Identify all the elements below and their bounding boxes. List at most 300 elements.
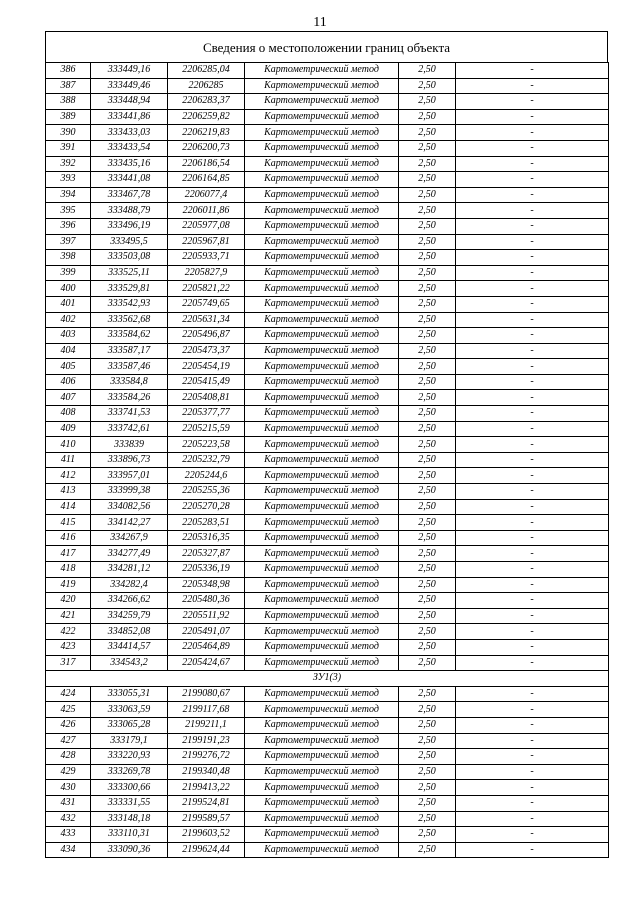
point-number-cell: 401 (46, 296, 91, 312)
description-cell: - (456, 156, 609, 172)
coord-x-cell: 333525,11 (91, 265, 168, 281)
coord-x-cell: 333110,31 (91, 827, 168, 843)
table-row (46, 842, 609, 858)
table-row (46, 218, 609, 234)
point-number-cell: 428 (46, 749, 91, 765)
coord-y-cell: 2199624,44 (168, 842, 245, 858)
point-number-cell: 387 (46, 78, 91, 94)
method-cell: Картометрический метод (245, 795, 399, 811)
method-cell: Картометрический метод (245, 515, 399, 531)
coord-x-cell: 333839 (91, 437, 168, 453)
description-cell: - (456, 686, 609, 702)
point-number-cell: 400 (46, 281, 91, 297)
method-cell: Картометрический метод (245, 281, 399, 297)
coord-x-cell: 333179,1 (91, 733, 168, 749)
table-row (46, 234, 609, 250)
method-cell: Картометрический метод (245, 265, 399, 281)
description-cell: - (456, 172, 609, 188)
method-cell: Картометрический метод (245, 780, 399, 796)
accuracy-cell: 2,50 (399, 499, 456, 515)
accuracy-cell: 2,50 (399, 343, 456, 359)
coord-y-cell: 2205496,87 (168, 328, 245, 344)
table-row (46, 421, 609, 437)
method-cell: Картометрический метод (245, 156, 399, 172)
coord-x-cell: 333269,78 (91, 764, 168, 780)
coord-y-cell: 2205424,67 (168, 655, 245, 671)
accuracy-cell: 2,50 (399, 172, 456, 188)
coord-x-cell: 333449,16 (91, 63, 168, 79)
point-number-cell: 409 (46, 421, 91, 437)
coord-x-cell: 334259,79 (91, 608, 168, 624)
description-cell: - (456, 577, 609, 593)
section-row (46, 671, 609, 687)
point-number-cell: 399 (46, 265, 91, 281)
description-cell: - (456, 733, 609, 749)
coord-x-cell: 333488,79 (91, 203, 168, 219)
description-cell: - (456, 515, 609, 531)
table-row (46, 172, 609, 188)
accuracy-cell: 2,50 (399, 530, 456, 546)
coord-x-cell: 333503,08 (91, 250, 168, 266)
method-cell: Картометрический метод (245, 717, 399, 733)
accuracy-cell: 2,50 (399, 702, 456, 718)
description-cell: - (456, 109, 609, 125)
method-cell: Картометрический метод (245, 78, 399, 94)
table-row (46, 562, 609, 578)
coord-x-cell: 333220,93 (91, 749, 168, 765)
coord-x-cell: 334266,62 (91, 593, 168, 609)
description-cell: - (456, 842, 609, 858)
table-row (46, 655, 609, 671)
point-number-cell: 411 (46, 452, 91, 468)
table-row (46, 624, 609, 640)
point-number-cell: 404 (46, 343, 91, 359)
method-cell: Картометрический метод (245, 203, 399, 219)
coord-y-cell: 2206200,73 (168, 140, 245, 156)
method-cell: Картометрический метод (245, 343, 399, 359)
coord-y-cell: 2205215,59 (168, 421, 245, 437)
table-row (46, 312, 609, 328)
coord-x-cell: 333542,93 (91, 296, 168, 312)
coord-x-cell: 333441,08 (91, 172, 168, 188)
coord-y-cell: 2205473,37 (168, 343, 245, 359)
description-cell: - (456, 296, 609, 312)
coord-x-cell: 333433,03 (91, 125, 168, 141)
coord-y-cell: 2205244,6 (168, 468, 245, 484)
point-number-cell: 392 (46, 156, 91, 172)
description-cell: - (456, 218, 609, 234)
accuracy-cell: 2,50 (399, 593, 456, 609)
accuracy-cell: 2,50 (399, 187, 456, 203)
table-row (46, 187, 609, 203)
coord-y-cell: 2199589,57 (168, 811, 245, 827)
coord-y-cell: 2206164,85 (168, 172, 245, 188)
method-cell: Картометрический метод (245, 842, 399, 858)
accuracy-cell: 2,50 (399, 218, 456, 234)
description-cell: - (456, 63, 609, 79)
coord-y-cell: 2199524,81 (168, 795, 245, 811)
coord-y-cell: 2205821,22 (168, 281, 245, 297)
method-cell: Картометрический метод (245, 406, 399, 422)
coord-y-cell: 2199276,72 (168, 749, 245, 765)
description-cell: - (456, 764, 609, 780)
point-number-cell: 407 (46, 390, 91, 406)
point-number-cell: 430 (46, 780, 91, 796)
method-cell: Картометрический метод (245, 593, 399, 609)
method-cell: Картометрический метод (245, 125, 399, 141)
coord-x-cell: 333495,5 (91, 234, 168, 250)
accuracy-cell: 2,50 (399, 234, 456, 250)
coord-x-cell: 334414,57 (91, 639, 168, 655)
accuracy-cell: 2,50 (399, 749, 456, 765)
boundary-table-block (45, 31, 608, 858)
accuracy-cell: 2,50 (399, 717, 456, 733)
coord-x-cell: 333448,94 (91, 94, 168, 110)
description-cell: - (456, 827, 609, 843)
accuracy-cell: 2,50 (399, 406, 456, 422)
accuracy-cell: 2,50 (399, 562, 456, 578)
table-row (46, 515, 609, 531)
method-cell: Картометрический метод (245, 390, 399, 406)
description-cell: - (456, 452, 609, 468)
point-number-cell: 389 (46, 109, 91, 125)
point-number-cell: 395 (46, 203, 91, 219)
coord-x-cell: 334142,27 (91, 515, 168, 531)
description-cell: - (456, 811, 609, 827)
description-cell: - (456, 530, 609, 546)
table-row (46, 827, 609, 843)
method-cell: Картометрический метод (245, 562, 399, 578)
accuracy-cell: 2,50 (399, 156, 456, 172)
description-cell: - (456, 328, 609, 344)
point-number-cell: 424 (46, 686, 91, 702)
table-row (46, 281, 609, 297)
coord-y-cell: 2206259,82 (168, 109, 245, 125)
accuracy-cell: 2,50 (399, 624, 456, 640)
point-number-cell: 413 (46, 484, 91, 500)
method-cell: Картометрический метод (245, 764, 399, 780)
page-number: 11 (313, 15, 327, 30)
coord-x-cell: 333584,62 (91, 328, 168, 344)
description-cell: - (456, 94, 609, 110)
accuracy-cell: 2,50 (399, 780, 456, 796)
accuracy-cell: 2,50 (399, 328, 456, 344)
coord-y-cell: 2205933,71 (168, 250, 245, 266)
coord-y-cell: 2206285,04 (168, 63, 245, 79)
accuracy-cell: 2,50 (399, 390, 456, 406)
accuracy-cell: 2,50 (399, 109, 456, 125)
coord-x-cell: 334082,56 (91, 499, 168, 515)
coord-y-cell: 2205967,81 (168, 234, 245, 250)
accuracy-cell: 2,50 (399, 452, 456, 468)
method-cell: Картометрический метод (245, 546, 399, 562)
table-row (46, 780, 609, 796)
method-cell: Картометрический метод (245, 749, 399, 765)
description-cell: - (456, 608, 609, 624)
method-cell: Картометрический метод (245, 530, 399, 546)
coord-y-cell: 2206011,86 (168, 203, 245, 219)
description-cell: - (456, 624, 609, 640)
coord-y-cell: 2205415,49 (168, 374, 245, 390)
coord-y-cell: 2199211,1 (168, 717, 245, 733)
accuracy-cell: 2,50 (399, 515, 456, 531)
point-number-cell: 415 (46, 515, 91, 531)
description-cell: - (456, 421, 609, 437)
coord-x-cell: 334543,2 (91, 655, 168, 671)
accuracy-cell: 2,50 (399, 546, 456, 562)
table-row (46, 484, 609, 500)
rows-group-b (46, 686, 609, 858)
method-cell: Картометрический метод (245, 94, 399, 110)
table-row (46, 764, 609, 780)
coord-x-cell: 333741,53 (91, 406, 168, 422)
description-cell: - (456, 203, 609, 219)
table-row (46, 733, 609, 749)
accuracy-cell: 2,50 (399, 437, 456, 453)
table-row (46, 63, 609, 79)
coord-x-cell: 333435,16 (91, 156, 168, 172)
coord-x-cell: 333090,36 (91, 842, 168, 858)
method-cell: Картометрический метод (245, 733, 399, 749)
point-number-cell: 434 (46, 842, 91, 858)
point-number-cell: 317 (46, 655, 91, 671)
accuracy-cell: 2,50 (399, 811, 456, 827)
table-row (46, 608, 609, 624)
description-cell: - (456, 717, 609, 733)
method-cell: Картометрический метод (245, 639, 399, 655)
method-cell: Картометрический метод (245, 655, 399, 671)
table-title: Сведения о местоположении границ объекта (45, 31, 608, 62)
table-row (46, 156, 609, 172)
description-cell: - (456, 437, 609, 453)
accuracy-cell: 2,50 (399, 78, 456, 94)
method-cell: Картометрический метод (245, 359, 399, 375)
coord-y-cell: 2205827,9 (168, 265, 245, 281)
table-row (46, 94, 609, 110)
accuracy-cell: 2,50 (399, 374, 456, 390)
description-cell: - (456, 484, 609, 500)
coord-y-cell: 2205464,89 (168, 639, 245, 655)
coord-y-cell: 2205480,36 (168, 593, 245, 609)
coord-x-cell: 333896,73 (91, 452, 168, 468)
coord-y-cell: 2205377,77 (168, 406, 245, 422)
method-cell: Картометрический метод (245, 140, 399, 156)
description-cell: - (456, 265, 609, 281)
coord-y-cell: 2205977,08 (168, 218, 245, 234)
method-cell: Картометрический метод (245, 499, 399, 515)
accuracy-cell: 2,50 (399, 827, 456, 843)
table-row (46, 78, 609, 94)
table-row (46, 577, 609, 593)
table-row (46, 109, 609, 125)
point-number-cell: 433 (46, 827, 91, 843)
coord-y-cell: 2205336,19 (168, 562, 245, 578)
point-number-cell: 398 (46, 250, 91, 266)
coord-x-cell: 333467,78 (91, 187, 168, 203)
coord-y-cell: 2205631,34 (168, 312, 245, 328)
accuracy-cell: 2,50 (399, 94, 456, 110)
description-cell: - (456, 780, 609, 796)
description-cell: - (456, 655, 609, 671)
description-cell: - (456, 187, 609, 203)
coord-y-cell: 2205491,07 (168, 624, 245, 640)
description-cell: - (456, 125, 609, 141)
method-cell: Картометрический метод (245, 187, 399, 203)
point-number-cell: 431 (46, 795, 91, 811)
method-cell: Картометрический метод (245, 312, 399, 328)
table-row (46, 749, 609, 765)
coord-x-cell: 333441,86 (91, 109, 168, 125)
table-row (46, 328, 609, 344)
table-row (46, 140, 609, 156)
table-row (46, 203, 609, 219)
coord-y-cell: 2205408,81 (168, 390, 245, 406)
coord-x-cell: 333449,46 (91, 78, 168, 94)
table-row (46, 374, 609, 390)
table-row (46, 811, 609, 827)
point-number-cell: 425 (46, 702, 91, 718)
point-number-cell: 427 (46, 733, 91, 749)
description-cell: - (456, 468, 609, 484)
description-cell: - (456, 78, 609, 94)
point-number-cell: 419 (46, 577, 91, 593)
method-cell: Картометрический метод (245, 421, 399, 437)
point-number-cell: 397 (46, 234, 91, 250)
point-number-cell: 420 (46, 593, 91, 609)
coord-x-cell: 333063,59 (91, 702, 168, 718)
coordinates-table (45, 62, 609, 858)
point-number-cell: 408 (46, 406, 91, 422)
table-row (46, 390, 609, 406)
method-cell: Картометрический метод (245, 172, 399, 188)
table-row (46, 250, 609, 266)
accuracy-cell: 2,50 (399, 639, 456, 655)
table-row (46, 686, 609, 702)
coord-x-cell: 333584,26 (91, 390, 168, 406)
point-number-cell: 426 (46, 717, 91, 733)
description-cell: - (456, 281, 609, 297)
point-number-cell: 432 (46, 811, 91, 827)
description-cell: - (456, 702, 609, 718)
description-cell: - (456, 343, 609, 359)
coord-y-cell: 2205232,79 (168, 452, 245, 468)
method-cell: Картометрический метод (245, 374, 399, 390)
accuracy-cell: 2,50 (399, 733, 456, 749)
coord-y-cell: 2205255,36 (168, 484, 245, 500)
table-row (46, 795, 609, 811)
coord-x-cell: 334282,4 (91, 577, 168, 593)
description-cell: - (456, 234, 609, 250)
point-number-cell: 386 (46, 63, 91, 79)
coord-y-cell: 2199080,67 (168, 686, 245, 702)
coord-y-cell: 2199191,23 (168, 733, 245, 749)
description-cell: - (456, 406, 609, 422)
method-cell: Картометрический метод (245, 437, 399, 453)
point-number-cell: 429 (46, 764, 91, 780)
table-row (46, 359, 609, 375)
description-cell: - (456, 312, 609, 328)
coord-x-cell: 333148,18 (91, 811, 168, 827)
point-number-cell: 406 (46, 374, 91, 390)
coord-y-cell: 2206285 (168, 78, 245, 94)
table-row (46, 296, 609, 312)
description-cell: - (456, 374, 609, 390)
description-cell: - (456, 359, 609, 375)
accuracy-cell: 2,50 (399, 312, 456, 328)
accuracy-cell: 2,50 (399, 125, 456, 141)
section-row-group (46, 671, 609, 687)
method-cell: Картометрический метод (245, 827, 399, 843)
coord-x-cell: 334267,9 (91, 530, 168, 546)
coord-x-cell: 333055,31 (91, 686, 168, 702)
method-cell: Картометрический метод (245, 328, 399, 344)
accuracy-cell: 2,50 (399, 795, 456, 811)
coord-x-cell: 333529,81 (91, 281, 168, 297)
method-cell: Картометрический метод (245, 577, 399, 593)
method-cell: Картометрический метод (245, 234, 399, 250)
method-cell: Картометрический метод (245, 686, 399, 702)
coord-y-cell: 2205223,58 (168, 437, 245, 453)
description-cell: - (456, 593, 609, 609)
point-number-cell: 396 (46, 218, 91, 234)
coord-x-cell: 334281,12 (91, 562, 168, 578)
accuracy-cell: 2,50 (399, 359, 456, 375)
coord-x-cell: 333587,46 (91, 359, 168, 375)
method-cell: Картометрический метод (245, 811, 399, 827)
coord-x-cell: 333584,8 (91, 374, 168, 390)
coord-y-cell: 2205283,51 (168, 515, 245, 531)
accuracy-cell: 2,50 (399, 296, 456, 312)
accuracy-cell: 2,50 (399, 764, 456, 780)
table-row (46, 437, 609, 453)
point-number-cell: 393 (46, 172, 91, 188)
accuracy-cell: 2,50 (399, 203, 456, 219)
table-row (46, 717, 609, 733)
rows-group-a (46, 63, 609, 671)
method-cell: Картометрический метод (245, 468, 399, 484)
coord-y-cell: 2206283,37 (168, 94, 245, 110)
accuracy-cell: 2,50 (399, 421, 456, 437)
point-number-cell: 422 (46, 624, 91, 640)
coord-y-cell: 2205348,98 (168, 577, 245, 593)
table-row (46, 530, 609, 546)
coord-x-cell: 334277,49 (91, 546, 168, 562)
coord-x-cell: 333562,68 (91, 312, 168, 328)
coord-x-cell: 334852,08 (91, 624, 168, 640)
description-cell: - (456, 546, 609, 562)
method-cell: Картометрический метод (245, 218, 399, 234)
table-row (46, 125, 609, 141)
description-cell: - (456, 562, 609, 578)
point-number-cell: 390 (46, 125, 91, 141)
description-cell: - (456, 390, 609, 406)
coord-y-cell: 2205749,65 (168, 296, 245, 312)
method-cell: Картометрический метод (245, 624, 399, 640)
description-cell: - (456, 639, 609, 655)
description-cell: - (456, 499, 609, 515)
point-number-cell: 410 (46, 437, 91, 453)
accuracy-cell: 2,50 (399, 140, 456, 156)
method-cell: Картометрический метод (245, 702, 399, 718)
accuracy-cell: 2,50 (399, 265, 456, 281)
coord-x-cell: 333065,28 (91, 717, 168, 733)
point-number-cell: 414 (46, 499, 91, 515)
coord-y-cell: 2205327,87 (168, 546, 245, 562)
accuracy-cell: 2,50 (399, 608, 456, 624)
accuracy-cell: 2,50 (399, 63, 456, 79)
coord-y-cell: 2206219,83 (168, 125, 245, 141)
point-number-cell: 412 (46, 468, 91, 484)
